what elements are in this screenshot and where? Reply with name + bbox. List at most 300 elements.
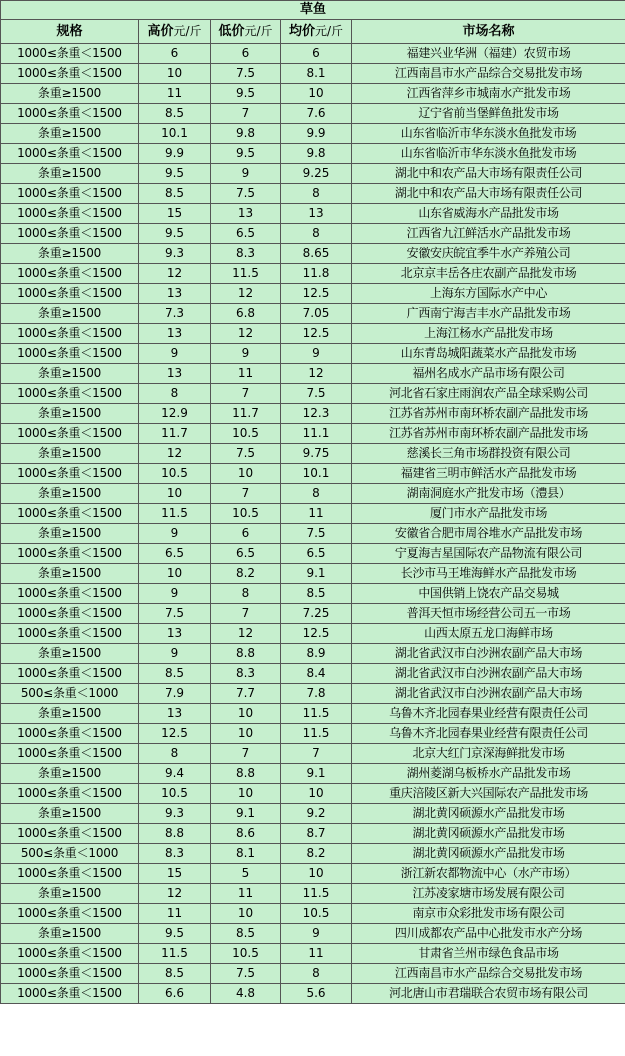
- cell-high: 13: [139, 284, 211, 304]
- cell-low: 7.5: [211, 444, 281, 464]
- header-market: 市场名称: [352, 20, 625, 44]
- cell-market: 浙江新农都物流中心（水产市场）: [352, 864, 625, 884]
- table-row: [1, 424, 625, 444]
- table-row: [1, 44, 625, 64]
- cell-low: 12: [211, 284, 281, 304]
- cell-spec: 条重≥1500: [1, 924, 139, 944]
- cell-low: 8.1: [211, 844, 281, 864]
- cell-low: 8.3: [211, 664, 281, 684]
- cell-market: 湖北黄冈硕源水产品批发市场: [352, 824, 625, 844]
- cell-high: 15: [139, 864, 211, 884]
- cell-spec: 1000≤条重＜1500: [1, 44, 139, 64]
- title-row: [1, 1, 625, 20]
- cell-avg: 5.6: [281, 984, 352, 1004]
- cell-low: 5: [211, 864, 281, 884]
- table-row: [1, 704, 625, 724]
- cell-spec: 条重≥1500: [1, 364, 139, 384]
- cell-high: 10: [139, 64, 211, 84]
- cell-spec: 1000≤条重＜1500: [1, 624, 139, 644]
- cell-low: 6.8: [211, 304, 281, 324]
- cell-high: 7.3: [139, 304, 211, 324]
- cell-market: 湖北省武汉市白沙洲农副产品大市场: [352, 684, 625, 704]
- cell-high: 9.5: [139, 924, 211, 944]
- cell-avg: 9: [281, 344, 352, 364]
- cell-avg: 12.5: [281, 624, 352, 644]
- cell-spec: 条重≥1500: [1, 884, 139, 904]
- cell-spec: 1000≤条重＜1500: [1, 284, 139, 304]
- cell-low: 10: [211, 464, 281, 484]
- cell-avg: 10: [281, 84, 352, 104]
- cell-market: 厦门市水产品批发市场: [352, 504, 625, 524]
- table-row: [1, 544, 625, 564]
- cell-low: 9.8: [211, 124, 281, 144]
- cell-high: 11: [139, 904, 211, 924]
- cell-low: 8.6: [211, 824, 281, 844]
- table-row: [1, 884, 625, 904]
- cell-spec: 1000≤条重＜1500: [1, 184, 139, 204]
- cell-avg: 12.3: [281, 404, 352, 424]
- header-high-label: 高价: [147, 24, 174, 39]
- cell-low: 7: [211, 384, 281, 404]
- cell-avg: 6: [281, 44, 352, 64]
- cell-avg: 12.5: [281, 284, 352, 304]
- table-row: [1, 564, 625, 584]
- table-row: [1, 524, 625, 544]
- cell-high: 8.5: [139, 664, 211, 684]
- cell-market: 山西太原五龙口海鲜市场: [352, 624, 625, 644]
- cell-low: 10: [211, 904, 281, 924]
- header-avg-unit: 元/斤: [314, 24, 344, 38]
- cell-spec: 条重≥1500: [1, 704, 139, 724]
- cell-low: 9.5: [211, 84, 281, 104]
- table-row: [1, 404, 625, 424]
- cell-spec: 1000≤条重＜1500: [1, 864, 139, 884]
- cell-spec: 1000≤条重＜1500: [1, 664, 139, 684]
- cell-market: 湖北黄冈硕源水产品批发市场: [352, 844, 625, 864]
- cell-spec: 1000≤条重＜1500: [1, 64, 139, 84]
- cell-low: 12: [211, 624, 281, 644]
- cell-spec: 条重≥1500: [1, 484, 139, 504]
- cell-high: 11.7: [139, 424, 211, 444]
- cell-spec: 1000≤条重＜1500: [1, 744, 139, 764]
- cell-high: 10: [139, 564, 211, 584]
- table-row: [1, 744, 625, 764]
- cell-avg: 12.5: [281, 324, 352, 344]
- cell-avg: 11: [281, 944, 352, 964]
- cell-market: 山东省临沂市华东淡水鱼批发市场: [352, 144, 625, 164]
- cell-high: 13: [139, 324, 211, 344]
- cell-market: 河北省石家庄雨润农产品全球采购公司: [352, 384, 625, 404]
- cell-market: 乌鲁木齐北园春果业经营有限责任公司: [352, 724, 625, 744]
- cell-avg: 8: [281, 224, 352, 244]
- header-high-unit: 元/斤: [173, 24, 202, 38]
- cell-spec: 条重≥1500: [1, 304, 139, 324]
- cell-spec: 1000≤条重＜1500: [1, 584, 139, 604]
- cell-avg: 9.1: [281, 764, 352, 784]
- table-row: [1, 804, 625, 824]
- cell-avg: 11.5: [281, 884, 352, 904]
- cell-market: 湖北黄冈硕源水产品批发市场: [352, 804, 625, 824]
- cell-market: 宁夏海吉星国际农产品物流有限公司: [352, 544, 625, 564]
- table-row: [1, 484, 625, 504]
- cell-spec: 条重≥1500: [1, 564, 139, 584]
- cell-high: 8: [139, 384, 211, 404]
- cell-avg: 8.65: [281, 244, 352, 264]
- cell-market: 河北唐山市君瑞联合农贸市场有限公司: [352, 984, 625, 1004]
- table-row: [1, 324, 625, 344]
- cell-spec: 1000≤条重＜1500: [1, 464, 139, 484]
- cell-market: 山东青岛城阳蔬菜水产品批发市场: [352, 344, 625, 364]
- table-row: [1, 504, 625, 524]
- header-high: [139, 20, 211, 44]
- cell-avg: 12: [281, 364, 352, 384]
- table-row: [1, 864, 625, 884]
- cell-high: 12: [139, 444, 211, 464]
- cell-low: 6: [211, 44, 281, 64]
- cell-market: 北京京丰岳各庄农副产品批发市场: [352, 264, 625, 284]
- table-row: [1, 144, 625, 164]
- cell-market: 湖州菱湖乌板桥水产品批发市场: [352, 764, 625, 784]
- cell-high: 13: [139, 624, 211, 644]
- cell-spec: 1000≤条重＜1500: [1, 144, 139, 164]
- cell-avg: 7.8: [281, 684, 352, 704]
- cell-avg: 8.5: [281, 584, 352, 604]
- cell-spec: 条重≥1500: [1, 244, 139, 264]
- cell-spec: 条重≥1500: [1, 444, 139, 464]
- cell-high: 9.4: [139, 764, 211, 784]
- cell-market: 长沙市马王堆海鲜水产品批发市场: [352, 564, 625, 584]
- cell-avg: 9.75: [281, 444, 352, 464]
- cell-high: 13: [139, 704, 211, 724]
- cell-low: 7.5: [211, 184, 281, 204]
- cell-avg: 9: [281, 924, 352, 944]
- cell-low: 11.5: [211, 264, 281, 284]
- table-row: [1, 284, 625, 304]
- cell-avg: 8: [281, 184, 352, 204]
- cell-avg: 7.5: [281, 384, 352, 404]
- table-row: [1, 384, 625, 404]
- cell-avg: 6.5: [281, 544, 352, 564]
- cell-market: 山东省临沂市华东淡水鱼批发市场: [352, 124, 625, 144]
- cell-spec: 1000≤条重＜1500: [1, 824, 139, 844]
- cell-low: 9: [211, 344, 281, 364]
- cell-market: 江西南昌市水产品综合交易批发市场: [352, 964, 625, 984]
- cell-low: 8.2: [211, 564, 281, 584]
- cell-low: 6: [211, 524, 281, 544]
- cell-avg: 10.5: [281, 904, 352, 924]
- cell-high: 12: [139, 264, 211, 284]
- cell-high: 6.5: [139, 544, 211, 564]
- cell-avg: 9.1: [281, 564, 352, 584]
- cell-low: 10: [211, 724, 281, 744]
- table-row: [1, 164, 625, 184]
- cell-low: 7.5: [211, 964, 281, 984]
- cell-spec: 1000≤条重＜1500: [1, 964, 139, 984]
- cell-market: 江西省九江鲜活水产品批发市场: [352, 224, 625, 244]
- cell-market: 湖南洞庭水产批发市场（澧县）: [352, 484, 625, 504]
- cell-market: 慈溪长三角市场群投资有限公司: [352, 444, 625, 464]
- cell-low: 8.8: [211, 644, 281, 664]
- cell-avg: 11.8: [281, 264, 352, 284]
- table-row: [1, 784, 625, 804]
- cell-spec: 1000≤条重＜1500: [1, 204, 139, 224]
- cell-low: 10: [211, 704, 281, 724]
- cell-spec: 1000≤条重＜1500: [1, 544, 139, 564]
- cell-high: 11.5: [139, 944, 211, 964]
- table-row: [1, 64, 625, 84]
- table-row: [1, 824, 625, 844]
- cell-avg: 8.9: [281, 644, 352, 664]
- cell-spec: 条重≥1500: [1, 404, 139, 424]
- table-row: [1, 584, 625, 604]
- cell-high: 8.8: [139, 824, 211, 844]
- table-row: [1, 444, 625, 464]
- cell-spec: 1000≤条重＜1500: [1, 324, 139, 344]
- cell-avg: 10: [281, 864, 352, 884]
- cell-market: 湖北中和农产品大市场有限责任公司: [352, 184, 625, 204]
- header-avg-label: 均价: [288, 24, 315, 39]
- table-row: [1, 124, 625, 144]
- table-row: [1, 224, 625, 244]
- header-low-label: 低价: [218, 24, 245, 39]
- table-row: [1, 724, 625, 744]
- cell-market: 上海江杨水产品批发市场: [352, 324, 625, 344]
- cell-avg: 9.25: [281, 164, 352, 184]
- cell-market: 湖北中和农产品大市场有限责任公司: [352, 164, 625, 184]
- cell-low: 9.5: [211, 144, 281, 164]
- cell-low: 10.5: [211, 504, 281, 524]
- cell-high: 12.9: [139, 404, 211, 424]
- cell-high: 12.5: [139, 724, 211, 744]
- cell-spec: 1000≤条重＜1500: [1, 904, 139, 924]
- table-row: [1, 104, 625, 124]
- table-row: [1, 844, 625, 864]
- cell-avg: 8.4: [281, 664, 352, 684]
- header-spec: 规格: [1, 20, 139, 44]
- cell-market: 福建省三明市鲜活水产品批发市场: [352, 464, 625, 484]
- cell-market: 重庆涪陵区新大兴国际农产品批发市场: [352, 784, 625, 804]
- table-row: [1, 764, 625, 784]
- cell-market: 北京大红门京深海鲜批发市场: [352, 744, 625, 764]
- cell-low: 7: [211, 104, 281, 124]
- cell-avg: 7.5: [281, 524, 352, 544]
- cell-high: 10.1: [139, 124, 211, 144]
- table-row: [1, 304, 625, 324]
- cell-high: 6: [139, 44, 211, 64]
- cell-high: 12: [139, 884, 211, 904]
- cell-high: 8.5: [139, 964, 211, 984]
- cell-spec: 1000≤条重＜1500: [1, 104, 139, 124]
- cell-spec: 1000≤条重＜1500: [1, 224, 139, 244]
- table-row: [1, 964, 625, 984]
- header-avg: [281, 20, 352, 44]
- cell-avg: 8: [281, 964, 352, 984]
- cell-high: 7.9: [139, 684, 211, 704]
- table-row: [1, 244, 625, 264]
- cell-low: 7: [211, 744, 281, 764]
- cell-spec: 条重≥1500: [1, 764, 139, 784]
- table-row: [1, 944, 625, 964]
- cell-avg: 11.5: [281, 704, 352, 724]
- cell-market: 湖北省武汉市白沙洲农副产品大市场: [352, 644, 625, 664]
- cell-spec: 1000≤条重＜1500: [1, 264, 139, 284]
- cell-market: 江西省萍乡市城南水产批发市场: [352, 84, 625, 104]
- cell-low: 6.5: [211, 224, 281, 244]
- cell-spec: 条重≥1500: [1, 164, 139, 184]
- cell-market: 广西南宁海吉丰水产品批发市场: [352, 304, 625, 324]
- cell-low: 8.3: [211, 244, 281, 264]
- cell-high: 13: [139, 364, 211, 384]
- cell-avg: 7.25: [281, 604, 352, 624]
- cell-low: 7: [211, 604, 281, 624]
- cell-avg: 8.1: [281, 64, 352, 84]
- cell-high: 8.5: [139, 104, 211, 124]
- cell-spec: 条重≥1500: [1, 804, 139, 824]
- cell-high: 6.6: [139, 984, 211, 1004]
- cell-market: 江苏凌家塘市场发展有限公司: [352, 884, 625, 904]
- cell-market: 四川成都农产品中心批发市水产分场: [352, 924, 625, 944]
- table-row: [1, 684, 625, 704]
- cell-market: 上海东方国际水产中心: [352, 284, 625, 304]
- table-row: [1, 984, 625, 1004]
- cell-avg: 11.1: [281, 424, 352, 444]
- cell-high: 9.5: [139, 224, 211, 244]
- cell-market: 辽宁省前当堡鲜鱼批发市场: [352, 104, 625, 124]
- cell-market: 中国供销上饶农产品交易城: [352, 584, 625, 604]
- table-row: [1, 184, 625, 204]
- cell-high: 10.5: [139, 464, 211, 484]
- cell-spec: 1000≤条重＜1500: [1, 724, 139, 744]
- cell-spec: 1000≤条重＜1500: [1, 424, 139, 444]
- table-row: [1, 364, 625, 384]
- cell-low: 10.5: [211, 424, 281, 444]
- cell-market: 山东省威海水产品批发市场: [352, 204, 625, 224]
- cell-spec: 500≤条重＜1000: [1, 684, 139, 704]
- cell-market: 江苏省苏州市南环桥农副产品批发市场: [352, 424, 625, 444]
- cell-market: 安徽省合肥市周谷堆水产品批发市场: [352, 524, 625, 544]
- cell-avg: 10.1: [281, 464, 352, 484]
- cell-avg: 8.2: [281, 844, 352, 864]
- cell-spec: 1000≤条重＜1500: [1, 604, 139, 624]
- cell-avg: 10: [281, 784, 352, 804]
- cell-market: 福州名成水产品市场有限公司: [352, 364, 625, 384]
- cell-spec: 1000≤条重＜1500: [1, 504, 139, 524]
- cell-low: 8: [211, 584, 281, 604]
- table-row: [1, 604, 625, 624]
- cell-high: 11: [139, 84, 211, 104]
- table-row: [1, 664, 625, 684]
- cell-market: 江西南昌市水产品综合交易批发市场: [352, 64, 625, 84]
- cell-spec: 1000≤条重＜1500: [1, 784, 139, 804]
- cell-high: 9: [139, 344, 211, 364]
- cell-market: 南京市众彩批发市场有限公司: [352, 904, 625, 924]
- cell-high: 10: [139, 484, 211, 504]
- cell-avg: 7.6: [281, 104, 352, 124]
- cell-low: 10: [211, 784, 281, 804]
- cell-market: 甘肃省兰州市绿色食品市场: [352, 944, 625, 964]
- table-row: [1, 644, 625, 664]
- cell-spec: 500≤条重＜1000: [1, 844, 139, 864]
- cell-spec: 1000≤条重＜1500: [1, 344, 139, 364]
- cell-market: 普洱天恒市场经营公司五一市场: [352, 604, 625, 624]
- cell-spec: 1000≤条重＜1500: [1, 384, 139, 404]
- cell-low: 11: [211, 364, 281, 384]
- cell-avg: 7: [281, 744, 352, 764]
- table-row: [1, 624, 625, 644]
- cell-spec: 条重≥1500: [1, 524, 139, 544]
- cell-low: 11: [211, 884, 281, 904]
- cell-spec: 1000≤条重＜1500: [1, 944, 139, 964]
- cell-market: 福建兴业华洲（福建）农贸市场: [352, 44, 625, 64]
- cell-market: 安徽安庆皖宜季牛水产养殖公司: [352, 244, 625, 264]
- cell-high: 8.3: [139, 844, 211, 864]
- table-row: [1, 84, 625, 104]
- cell-high: 11.5: [139, 504, 211, 524]
- table-row: [1, 204, 625, 224]
- cell-avg: 8: [281, 484, 352, 504]
- cell-spec: 条重≥1500: [1, 644, 139, 664]
- cell-high: 10.5: [139, 784, 211, 804]
- cell-low: 11.7: [211, 404, 281, 424]
- table-row: [1, 904, 625, 924]
- cell-high: 9.5: [139, 164, 211, 184]
- cell-low: 8.5: [211, 924, 281, 944]
- cell-high: 9: [139, 524, 211, 544]
- cell-high: 8.5: [139, 184, 211, 204]
- header-row: [1, 20, 625, 44]
- cell-spec: 条重≥1500: [1, 84, 139, 104]
- cell-low: 8.8: [211, 764, 281, 784]
- cell-high: 9.3: [139, 804, 211, 824]
- cell-low: 6.5: [211, 544, 281, 564]
- cell-low: 7.5: [211, 64, 281, 84]
- cell-spec: 条重≥1500: [1, 124, 139, 144]
- header-low: [211, 20, 281, 44]
- cell-low: 9: [211, 164, 281, 184]
- cell-low: 7.7: [211, 684, 281, 704]
- cell-market: 湖北省武汉市白沙洲农副产品大市场: [352, 664, 625, 684]
- cell-spec: 1000≤条重＜1500: [1, 984, 139, 1004]
- cell-market: 江苏省苏州市南环桥农副产品批发市场: [352, 404, 625, 424]
- cell-low: 4.8: [211, 984, 281, 1004]
- cell-high: 9.3: [139, 244, 211, 264]
- cell-avg: 9.9: [281, 124, 352, 144]
- table-title: 草鱼: [1, 1, 625, 20]
- table-row: [1, 344, 625, 364]
- cell-high: 7.5: [139, 604, 211, 624]
- cell-avg: 9.8: [281, 144, 352, 164]
- header-low-unit: 元/斤: [244, 24, 273, 38]
- cell-avg: 7.05: [281, 304, 352, 324]
- table-row: [1, 464, 625, 484]
- cell-high: 9: [139, 644, 211, 664]
- cell-low: 10.5: [211, 944, 281, 964]
- cell-avg: 8.7: [281, 824, 352, 844]
- cell-high: 9.9: [139, 144, 211, 164]
- table-row: [1, 264, 625, 284]
- cell-low: 13: [211, 204, 281, 224]
- cell-high: 8: [139, 744, 211, 764]
- cell-high: 15: [139, 204, 211, 224]
- cell-high: 9: [139, 584, 211, 604]
- cell-avg: 9.2: [281, 804, 352, 824]
- cell-low: 9.1: [211, 804, 281, 824]
- cell-avg: 11: [281, 504, 352, 524]
- cell-avg: 11.5: [281, 724, 352, 744]
- cell-low: 7: [211, 484, 281, 504]
- cell-market: 乌鲁木齐北园春果业经营有限责任公司: [352, 704, 625, 724]
- table-row: [1, 924, 625, 944]
